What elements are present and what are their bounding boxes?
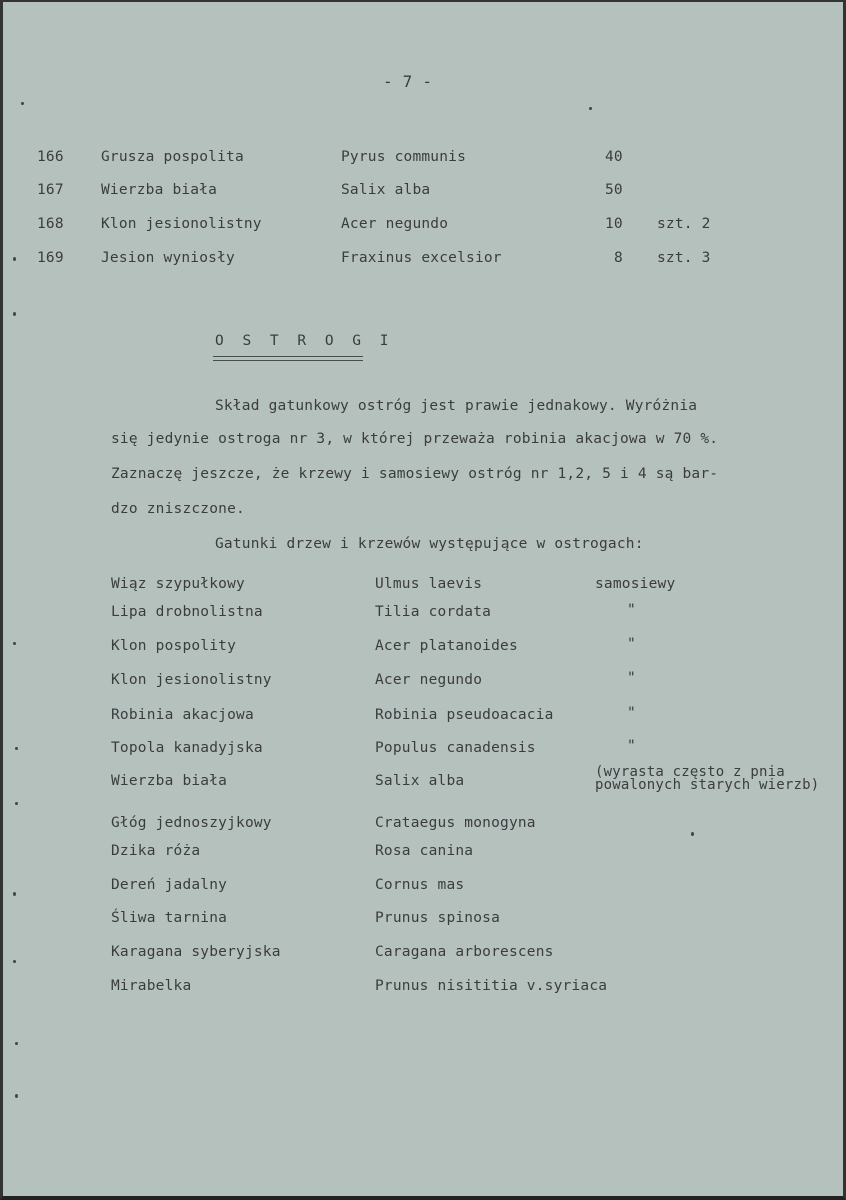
species-polish-name: Topola kanadyjska — [111, 740, 263, 756]
species-polish-name: Dzika róża — [111, 843, 201, 859]
scan-speck — [15, 1094, 18, 1098]
row-latin-name: Pyrus communis — [341, 149, 467, 165]
species-note: " — [627, 705, 636, 721]
species-polish-name: Karagana syberyjska — [111, 944, 281, 960]
species-note: " — [627, 670, 636, 686]
page-number: - 7 - — [383, 72, 433, 91]
scan-speck — [13, 312, 16, 316]
paragraph-line: się jedynie ostroga nr 3, w której przeważa robinia akacjowa w 70 %. — [111, 431, 719, 447]
row-number: 169 — [37, 250, 64, 266]
heading-double-underline — [213, 356, 363, 361]
row-number: 168 — [37, 216, 64, 232]
row-latin-name: Salix alba — [341, 182, 431, 198]
scan-speck — [13, 960, 16, 963]
species-latin-name: Prunus nisititia v.syriaca — [375, 978, 608, 994]
paragraph-line: dzo zniszczone. — [111, 501, 245, 517]
row-polish-name: Wierzba biała — [101, 182, 218, 198]
species-polish-name: Wiąz szypułkowy — [111, 576, 245, 592]
row-number: 167 — [37, 182, 64, 198]
species-latin-name: Prunus spinosa — [375, 910, 501, 926]
row-count: 8 — [614, 250, 623, 266]
species-polish-name: Klon jesionolistny — [111, 672, 272, 688]
species-latin-name: Caragana arborescens — [375, 944, 554, 960]
species-note: " — [627, 602, 636, 618]
row-latin-name: Fraxinus excelsior — [341, 250, 502, 266]
species-note: " — [627, 738, 636, 754]
scan-speck — [13, 892, 16, 896]
scan-speck — [589, 107, 592, 110]
scan-speck — [13, 642, 16, 645]
section-heading: O S T R O G I — [215, 333, 394, 349]
species-polish-name: Lipa drobnolistna — [111, 604, 263, 620]
row-count: 40 — [605, 149, 623, 165]
species-note: (wyrasta często z pnia powalonych starych wierzb) — [595, 764, 820, 793]
paragraph-line: Skład gatunkowy ostróg jest prawie jednakowy. Wyróżnia — [215, 398, 698, 414]
row-number: 166 — [37, 149, 64, 165]
species-latin-name: Cornus mas — [375, 877, 465, 893]
species-polish-name: Robinia akacjowa — [111, 707, 254, 723]
species-polish-name: Wierzba biała — [111, 773, 228, 789]
scan-speck — [13, 257, 16, 261]
species-latin-name: Ulmus laevis — [375, 576, 483, 592]
paragraph-line: Zaznaczę jeszcze, że krzewy i samosiewy ostróg nr 1,2, 5 i 4 są bar- — [111, 466, 719, 482]
species-latin-name: Rosa canina — [375, 843, 474, 859]
species-polish-name: Śliwa tarnina — [111, 910, 228, 926]
species-note: samosiewy — [595, 576, 676, 592]
row-polish-name: Jesion wyniosły — [101, 250, 235, 266]
row-extra: szt. 3 — [657, 250, 711, 266]
scan-speck — [21, 102, 24, 105]
row-count: 50 — [605, 182, 623, 198]
species-polish-name: Klon pospolity — [111, 638, 237, 654]
species-polish-name: Dereń jadalny — [111, 877, 228, 893]
species-polish-name: Mirabelka — [111, 978, 192, 994]
species-latin-name: Crataegus monogyna — [375, 815, 536, 831]
row-extra: szt. 2 — [657, 216, 711, 232]
species-note: " — [627, 636, 636, 652]
species-polish-name: Głóg jednoszyjkowy — [111, 815, 272, 831]
species-intro: Gatunki drzew i krzewów występujące w ostrogach: — [215, 536, 644, 552]
row-polish-name: Klon jesionolistny — [101, 216, 262, 232]
species-latin-name: Tilia cordata — [375, 604, 492, 620]
row-count: 10 — [605, 216, 623, 232]
scan-speck — [691, 832, 694, 836]
species-latin-name: Populus canadensis — [375, 740, 536, 756]
row-latin-name: Acer negundo — [341, 216, 449, 232]
scan-speck — [15, 747, 18, 750]
species-latin-name: Robinia pseudoacacia — [375, 707, 554, 723]
scan-speck — [15, 1042, 18, 1045]
species-latin-name: Acer negundo — [375, 672, 483, 688]
species-latin-name: Salix alba — [375, 773, 465, 789]
row-polish-name: Grusza pospolita — [101, 149, 244, 165]
species-latin-name: Acer platanoides — [375, 638, 518, 654]
scan-speck — [15, 802, 18, 805]
